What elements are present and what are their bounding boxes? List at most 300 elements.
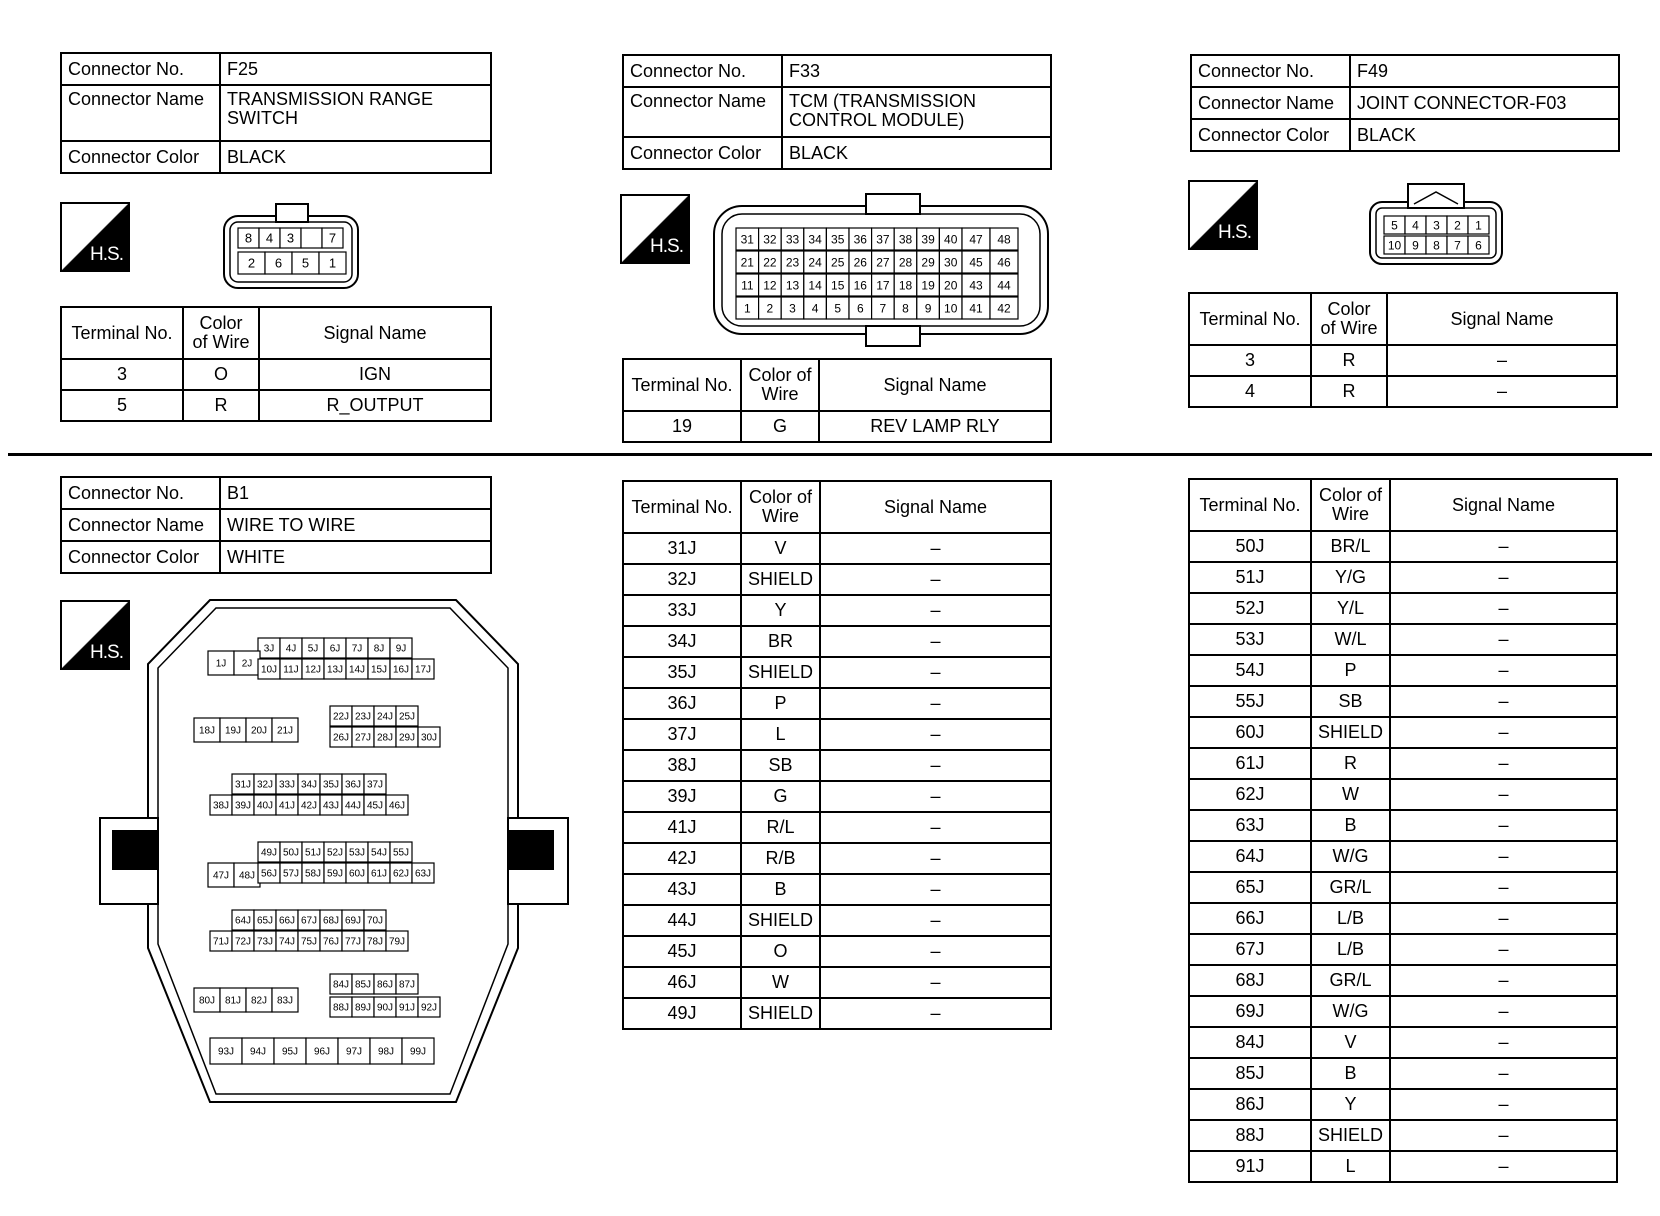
pin-label: 12 [763, 278, 777, 293]
b1-signal-table-right [1188, 478, 1618, 1183]
connector-color: WHITE [220, 541, 491, 573]
table-row [1189, 1120, 1617, 1151]
pin-label: 49J [260, 847, 278, 859]
pin-label: 26 [853, 255, 867, 270]
info-label: Connector Name [61, 85, 220, 141]
terminal-cell: 38J [623, 750, 741, 781]
wire-cell: Y/G [1311, 562, 1390, 593]
pin-label: 8 [902, 301, 909, 316]
wire-cell: R [1311, 748, 1390, 779]
pin-label: 25J [398, 711, 416, 723]
table-row [1189, 748, 1617, 779]
table-row [623, 595, 1051, 626]
wire-cell: B [741, 874, 820, 905]
signal-cell: – [1390, 655, 1617, 686]
pin-label: 4 [1412, 218, 1419, 233]
terminal-cell: 85J [1189, 1058, 1311, 1089]
pin-label: 78J [366, 936, 384, 948]
table-row [1189, 810, 1617, 841]
pin-label: 80J [198, 995, 216, 1007]
table-row [623, 812, 1051, 843]
header-wire: Color of Wire [1311, 293, 1387, 345]
pin-label: 7 [1454, 238, 1461, 253]
pin-label: 30J [420, 732, 438, 744]
f33-info-table [622, 54, 1052, 170]
signal-cell: REV LAMP RLY [819, 411, 1051, 442]
pin-label: 33J [278, 779, 296, 791]
pin-label: 19J [224, 725, 242, 737]
signal-cell: – [1390, 686, 1617, 717]
header-terminal: Terminal No. [623, 359, 741, 411]
wire-cell: W [1311, 779, 1390, 810]
wire-cell: G [741, 411, 819, 442]
pin-label: 97J [345, 1046, 363, 1058]
pin-label: 90J [376, 1002, 394, 1014]
terminal-cell: 91J [1189, 1151, 1311, 1182]
header-signal: Signal Name [1387, 293, 1617, 345]
pin-label: 75J [300, 936, 318, 948]
pin-label: 4 [811, 301, 819, 316]
pin-label: 89J [354, 1002, 372, 1014]
pin-label: 1 [1475, 218, 1482, 233]
harness-side-icon [60, 202, 130, 272]
connector-name: TRANSMISSION RANGE SWITCH [220, 85, 491, 141]
wire-cell: W/G [1311, 996, 1390, 1027]
f25-info-table [60, 52, 492, 174]
wire-cell: R [1311, 376, 1387, 407]
hs-label: H.S. [90, 244, 123, 265]
pin-label: 9 [1412, 238, 1419, 253]
pin-label: 51J [304, 847, 322, 859]
pin-label: 20J [250, 725, 268, 737]
table-row [61, 390, 491, 421]
terminal-cell: 42J [623, 843, 741, 874]
table-row [623, 719, 1051, 750]
pin-label: 54J [370, 847, 388, 859]
terminal-cell: 50J [1189, 531, 1311, 562]
signal-cell: – [820, 998, 1051, 1029]
header-wire: Color of Wire [741, 481, 820, 533]
signal-cell: – [1390, 779, 1617, 810]
table-row [1189, 717, 1617, 748]
signal-cell: – [820, 874, 1051, 905]
table-row [623, 781, 1051, 812]
pin-label: 7 [879, 301, 887, 316]
wire-cell: W/G [1311, 841, 1390, 872]
pin-label: 52J [326, 847, 344, 859]
pin-label: 19 [921, 278, 935, 293]
wire-cell: SHIELD [741, 564, 820, 595]
pin-label: 11 [741, 278, 754, 293]
signal-cell: – [820, 905, 1051, 936]
pin-label: 68J [322, 915, 340, 927]
table-row [623, 657, 1051, 688]
info-label: Connector Name [1191, 87, 1350, 119]
f33-signal-table [622, 358, 1052, 443]
pin-label: 6 [1475, 238, 1482, 253]
pin-label: 82J [250, 995, 268, 1007]
pin-label: 13J [326, 664, 344, 676]
f25-connector-diagram [222, 202, 362, 292]
pin-label: 48J [238, 870, 256, 882]
signal-cell: IGN [259, 359, 491, 390]
terminal-cell: 67J [1189, 934, 1311, 965]
header-terminal: Terminal No. [61, 307, 183, 359]
terminal-cell: 45J [623, 936, 741, 967]
connector-color: BLACK [782, 137, 1051, 169]
pin-label: 36 [853, 232, 867, 247]
pin-label: 36J [344, 779, 362, 791]
pin-label: 7 [328, 230, 337, 246]
wire-cell: SB [1311, 686, 1390, 717]
table-row [623, 843, 1051, 874]
pin-label: 88J [332, 1002, 350, 1014]
table-row [623, 411, 1051, 442]
signal-cell: – [1390, 1120, 1617, 1151]
info-label: Connector Name [61, 509, 220, 541]
pin-label: 27 [876, 255, 890, 270]
pin-label: 8 [1433, 238, 1440, 253]
pin-label: 35 [831, 232, 845, 247]
header-wire: Color of Wire [741, 359, 819, 411]
connector-color: BLACK [220, 141, 491, 173]
pin-label: 84J [332, 979, 350, 991]
table-row [623, 998, 1051, 1029]
terminal-cell: 34J [623, 626, 741, 657]
header-signal: Signal Name [259, 307, 491, 359]
terminal-cell: 43J [623, 874, 741, 905]
pin-label: 21 [740, 255, 754, 270]
header-terminal: Terminal No. [623, 481, 741, 533]
pin-label: 45 [969, 255, 983, 270]
pin-label: 67J [300, 915, 318, 927]
signal-cell: – [1390, 1027, 1617, 1058]
pin-label: 8 [244, 230, 253, 246]
pin-label: 15J [370, 664, 388, 676]
table-row [1189, 624, 1617, 655]
f49-signal-table [1188, 292, 1618, 408]
signal-cell: – [1390, 593, 1617, 624]
terminal-cell: 37J [623, 719, 741, 750]
connector-color: BLACK [1350, 119, 1619, 151]
signal-cell: – [1390, 996, 1617, 1027]
table-row [623, 626, 1051, 657]
pin-label: 86J [376, 979, 394, 991]
pin-label: 27J [354, 732, 372, 744]
info-label: Connector Name [623, 87, 782, 137]
pin-label: 30 [944, 255, 958, 270]
pin-label: 2 [1454, 218, 1461, 233]
signal-cell: – [1390, 1151, 1617, 1182]
wire-cell: L [741, 719, 820, 750]
wire-cell: SHIELD [741, 998, 820, 1029]
signal-cell: – [1390, 624, 1617, 655]
connector-no: F25 [220, 53, 491, 85]
terminal-cell: 60J [1189, 717, 1311, 748]
terminal-cell: 66J [1189, 903, 1311, 934]
wire-cell: SHIELD [1311, 1120, 1390, 1151]
pin-label: 6 [274, 255, 283, 271]
f49-info-table [1190, 54, 1620, 152]
wire-cell: Y/L [1311, 593, 1390, 624]
pin-label: 37 [876, 232, 890, 247]
pin-label: 60J [348, 868, 366, 880]
signal-cell: – [1390, 872, 1617, 903]
wire-cell: L/B [1311, 903, 1390, 934]
hand-icon: ☟ [68, 609, 77, 626]
pin-label: 16J [392, 664, 410, 676]
terminal-cell: 68J [1189, 965, 1311, 996]
terminal-cell: 36J [623, 688, 741, 719]
terminal-cell: 53J [1189, 624, 1311, 655]
pin-label: 38 [898, 232, 913, 247]
signal-cell: – [1387, 376, 1617, 407]
pin-label: 98J [377, 1046, 395, 1058]
terminal-cell: 4 [1189, 376, 1311, 407]
pin-label: 24 [808, 255, 822, 270]
wire-cell: Y [741, 595, 820, 626]
pin-label: 3J [263, 643, 275, 655]
signal-cell: – [820, 564, 1051, 595]
table-row [1189, 965, 1617, 996]
pin-label: 3 [789, 301, 796, 316]
wire-cell: W [741, 967, 820, 998]
wire-cell: R/L [741, 812, 820, 843]
pin-label: 85J [354, 979, 372, 991]
terminal-cell: 31J [623, 533, 741, 564]
f25-signal-table [60, 306, 492, 422]
hs-label: H.S. [90, 642, 123, 663]
terminal-cell: 65J [1189, 872, 1311, 903]
signal-cell: – [1390, 1089, 1617, 1120]
pin-label: 4J [285, 643, 297, 655]
pin-label: 3 [286, 230, 295, 246]
pin-label: 62J [392, 868, 410, 880]
signal-cell: – [820, 657, 1051, 688]
pin-label: 20 [944, 278, 958, 293]
pin-label: 96J [313, 1046, 331, 1058]
table-row [623, 533, 1051, 564]
pin-label: 10 [944, 301, 958, 316]
section-divider [8, 453, 1652, 456]
pin-label: 10 [1387, 238, 1402, 253]
pin-label: 14J [348, 664, 366, 676]
pin-label: 41J [278, 800, 296, 812]
table-row [623, 905, 1051, 936]
b1-connector-diagram [98, 598, 570, 1106]
wire-cell: BR [741, 626, 820, 657]
pin-label: 69J [344, 915, 362, 927]
pin-label: 56J [260, 868, 278, 880]
pin-label: 40J [256, 800, 274, 812]
table-row [1189, 655, 1617, 686]
signal-cell: – [820, 626, 1051, 657]
pin-label: 50J [282, 847, 300, 859]
pin-label: 1J [215, 658, 227, 670]
info-label: Connector No. [1191, 55, 1350, 87]
f33-connector-diagram [712, 192, 1052, 352]
pin-label: 66J [278, 915, 296, 927]
signal-cell: – [1387, 345, 1617, 376]
terminal-cell: 3 [61, 359, 183, 390]
pin-label: 1 [743, 301, 751, 316]
wire-cell: B [1311, 1058, 1390, 1089]
pin-label: 23 [785, 255, 800, 270]
pin-label: 18J [198, 725, 216, 737]
wire-cell: BR/L [1311, 531, 1390, 562]
signal-cell: – [820, 936, 1051, 967]
pin-label: 72J [234, 936, 252, 948]
terminal-cell: 35J [623, 657, 741, 688]
pin-label: 9 [924, 301, 932, 316]
signal-cell: – [820, 533, 1051, 564]
wire-cell: V [741, 533, 820, 564]
pin-label: 92J [420, 1002, 438, 1014]
signal-cell: – [820, 719, 1051, 750]
wire-cell: V [1311, 1027, 1390, 1058]
pin-label: 44J [344, 800, 362, 812]
pin-label: 46J [388, 800, 406, 812]
pin-label: 13 [785, 278, 800, 293]
pin-label: 32J [256, 779, 274, 791]
f49-connector-diagram [1368, 182, 1504, 268]
terminal-cell: 62J [1189, 779, 1311, 810]
header-wire: Color of Wire [183, 307, 259, 359]
info-label: Connector No. [61, 477, 220, 509]
signal-cell: – [1390, 1058, 1617, 1089]
terminal-cell: 19 [623, 411, 741, 442]
pin-label: 29J [398, 732, 416, 744]
pin-label: 65J [256, 915, 274, 927]
pin-label: 35J [322, 779, 340, 791]
terminal-cell: 46J [623, 967, 741, 998]
table-row [61, 359, 491, 390]
signal-cell: – [1390, 965, 1617, 996]
pin-label: 87J [398, 979, 416, 991]
hs-label: H.S. [1218, 222, 1251, 243]
pin-label: 71J [212, 936, 230, 948]
header-wire: Color of Wire [1311, 479, 1390, 531]
pin-label: 4 [265, 230, 274, 246]
pin-label: 58J [304, 868, 322, 880]
terminal-cell: 54J [1189, 655, 1311, 686]
pin-label: 28J [376, 732, 394, 744]
wire-cell: B [1311, 810, 1390, 841]
pin-label: 14 [808, 278, 822, 293]
signal-cell: – [1390, 562, 1617, 593]
wire-cell: O [183, 359, 259, 390]
wire-cell: P [1311, 655, 1390, 686]
pin-label: 64J [234, 915, 252, 927]
pin-label: 8J [373, 643, 385, 655]
terminal-cell: 39J [623, 781, 741, 812]
wire-cell: L [1311, 1151, 1390, 1182]
pin-label: 12J [304, 664, 322, 676]
wire-cell: GR/L [1311, 965, 1390, 996]
pin-label: 79J [388, 936, 406, 948]
signal-cell: – [1390, 717, 1617, 748]
pin-label: 6 [856, 301, 864, 316]
pin-label: 5 [1391, 218, 1398, 233]
pin-label: 5 [834, 301, 842, 316]
pin-label: 5J [307, 643, 319, 655]
info-label: Connector Color [61, 141, 220, 173]
pin-label: 41 [969, 301, 983, 316]
pin-label: 55J [392, 847, 410, 859]
table-row [1189, 345, 1617, 376]
pin-label: 57J [282, 868, 300, 880]
connector-no: B1 [220, 477, 491, 509]
pin-label: 44 [997, 278, 1011, 293]
pin-label: 43 [969, 278, 983, 293]
pin-label: 34 [808, 232, 822, 247]
pin-label: 59J [326, 868, 344, 880]
pin-label: 17J [414, 664, 432, 676]
wire-cell: SHIELD [741, 905, 820, 936]
harness-side-icon [1188, 180, 1258, 250]
table-row [1189, 1058, 1617, 1089]
pin-label: 43J [322, 800, 340, 812]
table-row [1189, 903, 1617, 934]
table-row [623, 750, 1051, 781]
header-signal: Signal Name [1390, 479, 1617, 531]
pin-label: 32 [763, 232, 777, 247]
pin-label: 34J [300, 779, 318, 791]
wire-cell: W/L [1311, 624, 1390, 655]
terminal-cell: 33J [623, 595, 741, 626]
table-row [1189, 996, 1617, 1027]
table-row [1189, 779, 1617, 810]
wire-cell: SB [741, 750, 820, 781]
terminal-cell: 63J [1189, 810, 1311, 841]
pin-label: 53J [348, 847, 366, 859]
terminal-cell: 5 [61, 390, 183, 421]
signal-cell: – [820, 812, 1051, 843]
pin-label: 83J [276, 995, 294, 1007]
pin-label: 91J [398, 1002, 416, 1014]
pin-label: 77J [344, 936, 362, 948]
terminal-cell: 3 [1189, 345, 1311, 376]
terminal-cell: 49J [623, 998, 741, 1029]
terminal-cell: 61J [1189, 748, 1311, 779]
terminal-cell: 32J [623, 564, 741, 595]
pin-label: 48 [997, 232, 1011, 247]
pin-label: 99J [409, 1046, 427, 1058]
hand-icon: ☟ [1196, 189, 1205, 206]
table-row [1189, 1089, 1617, 1120]
pin-label: 6J [329, 643, 341, 655]
pin-label: 9J [395, 643, 407, 655]
pin-label: 23J [354, 711, 372, 723]
signal-cell: – [820, 781, 1051, 812]
pin-label: 3 [1433, 218, 1440, 233]
table-row [623, 874, 1051, 905]
info-label: Connector No. [61, 53, 220, 85]
signal-cell: – [820, 750, 1051, 781]
info-label: Connector Color [623, 137, 782, 169]
pin-label: 7J [351, 643, 363, 655]
b1-signal-table-mid [622, 480, 1052, 1030]
terminal-cell: 84J [1189, 1027, 1311, 1058]
pin-label: 42 [997, 301, 1011, 316]
table-row [623, 564, 1051, 595]
pin-label: 18 [898, 278, 913, 293]
table-row [1189, 593, 1617, 624]
pin-label: 1 [328, 255, 337, 271]
pin-label: 2J [241, 658, 253, 670]
pin-label: 31 [740, 232, 754, 247]
terminal-cell: 44J [623, 905, 741, 936]
